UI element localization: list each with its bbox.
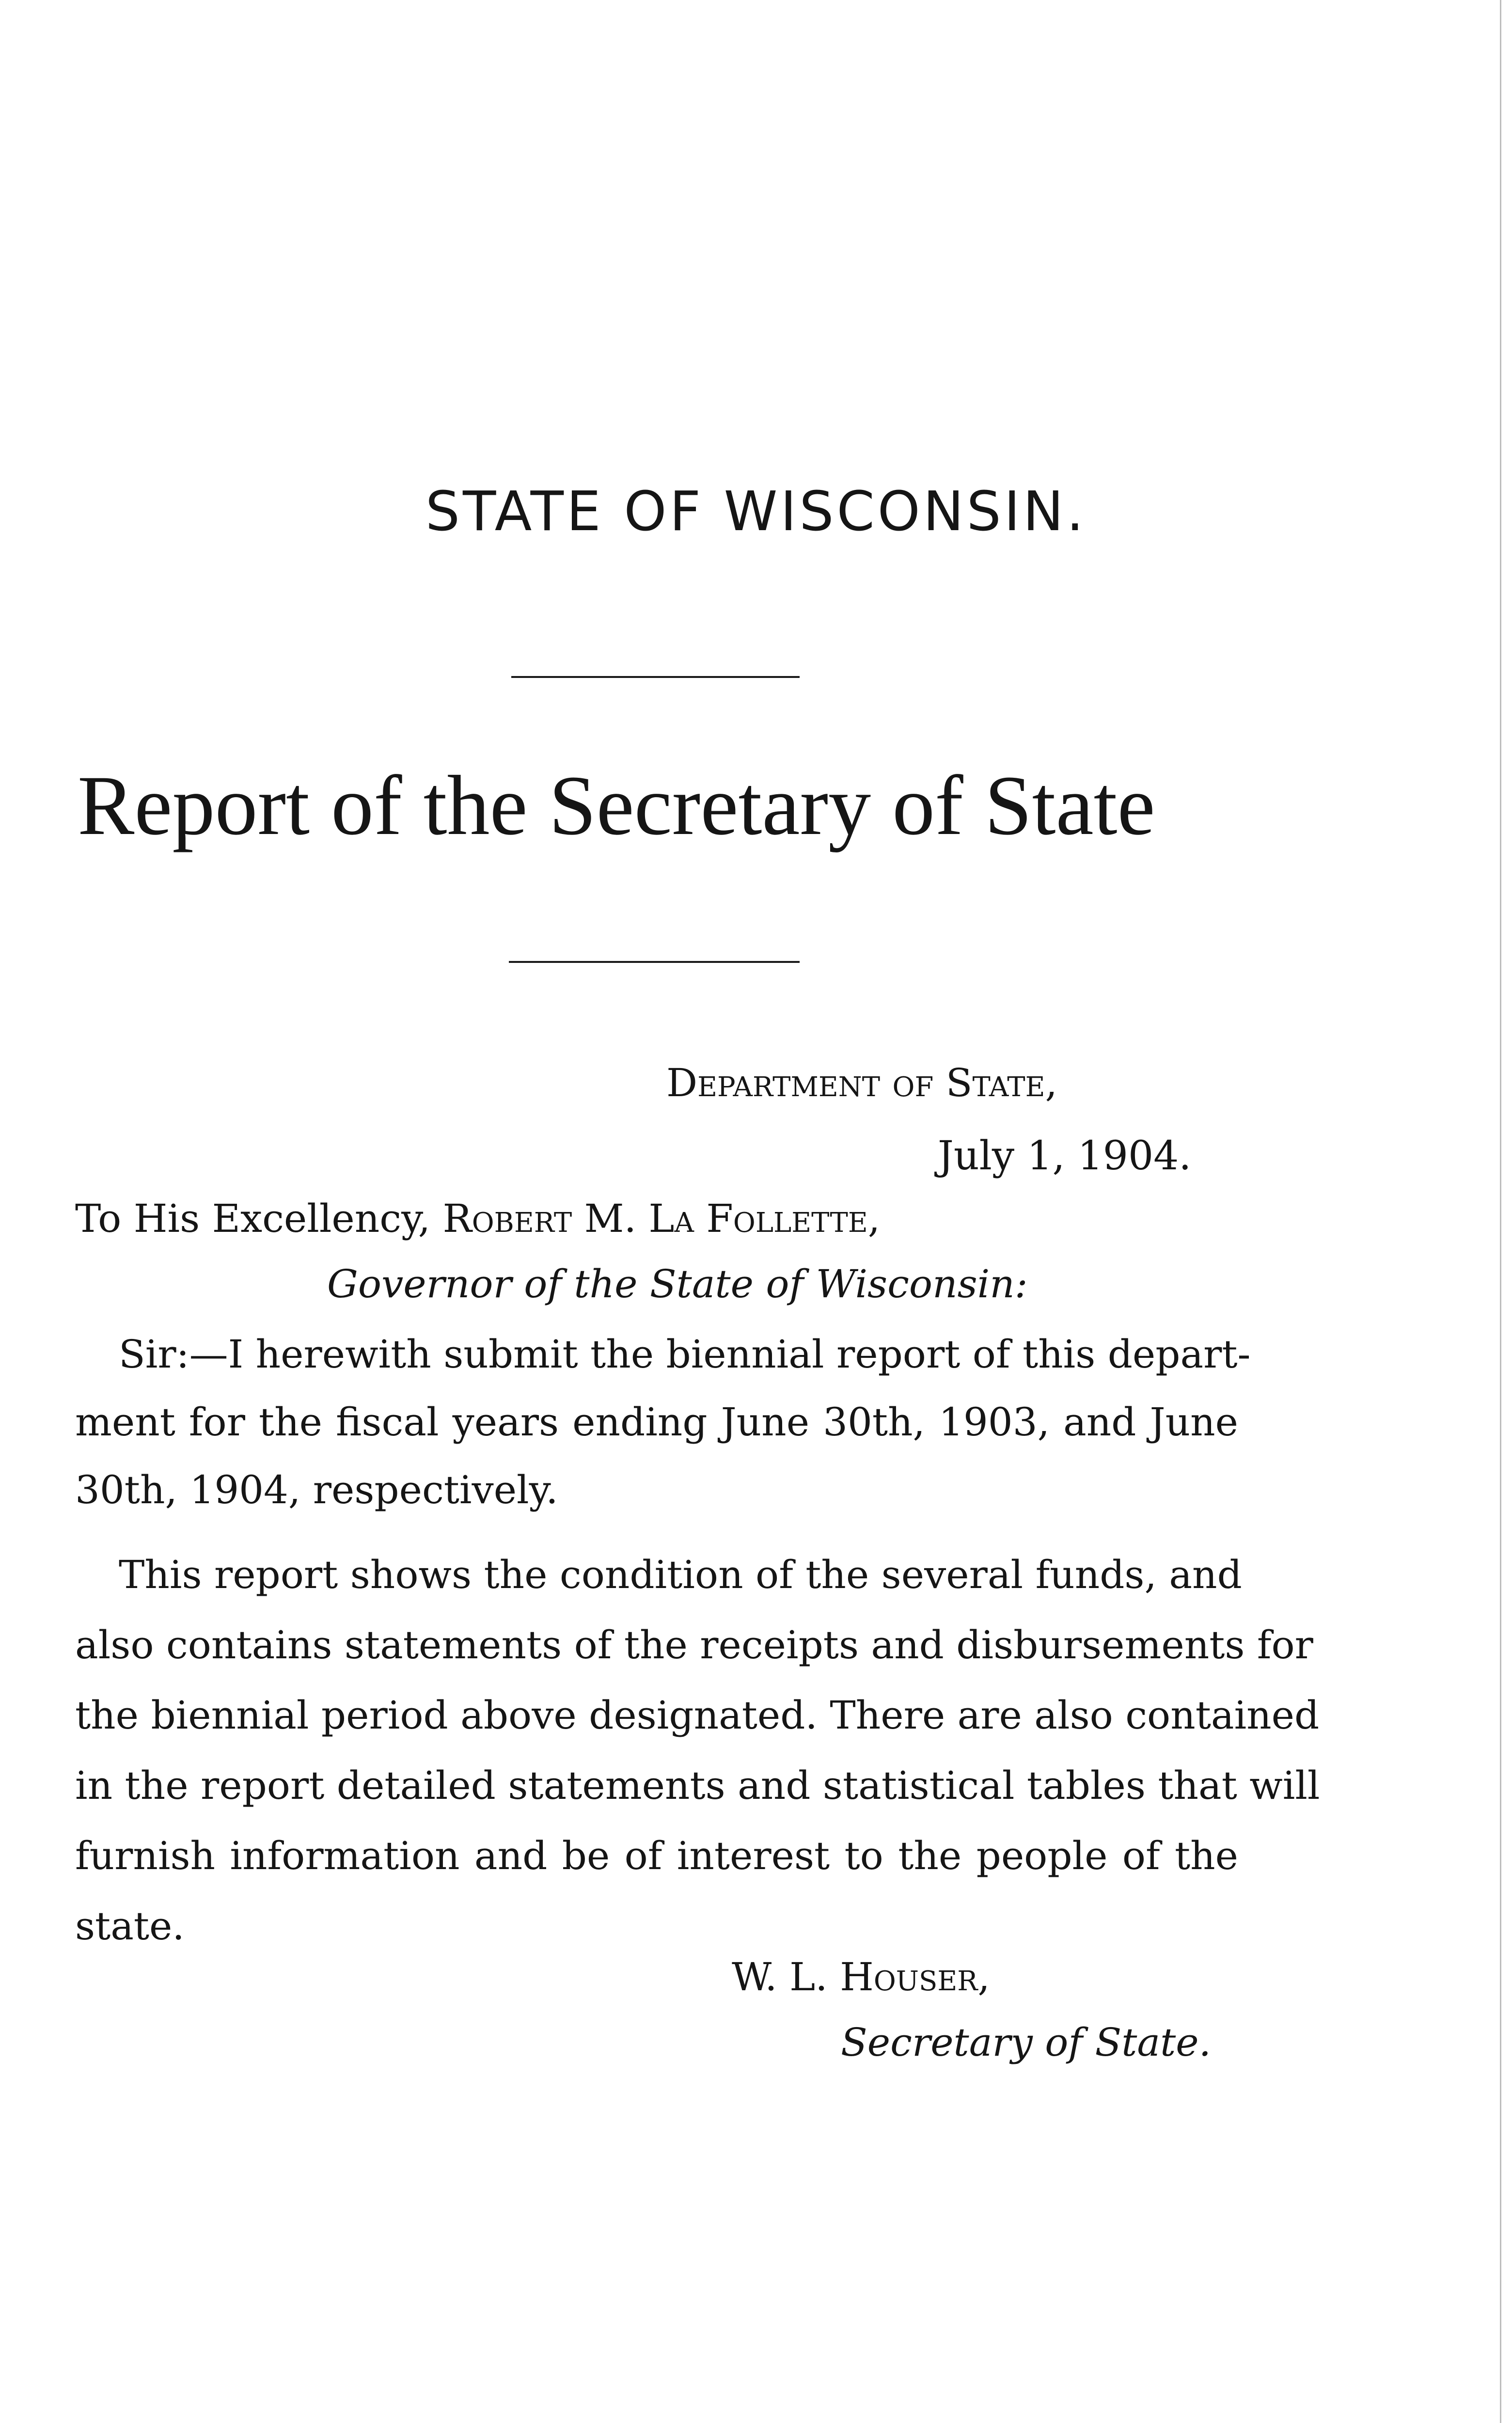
- paragraph-2-line-1: This report shows the condition of the several funds, and: [119, 1552, 1242, 1597]
- paragraph-2-line-2: also contains statements of the receipts and disbursements for: [75, 1622, 1313, 1668]
- addressee-name: Robert M. La Follette: [442, 1196, 868, 1241]
- signature-punct: ,: [977, 1954, 990, 1999]
- signature-initials: W. L.: [732, 1954, 840, 1999]
- scan-edge: [1500, 0, 1501, 2423]
- signature-surname: Houser: [840, 1954, 978, 1999]
- horizontal-rule-top: [511, 676, 800, 678]
- report-title: Report of the Secretary of State: [78, 758, 1155, 853]
- addressee-punct: ,: [867, 1196, 881, 1241]
- department-word: Department: [666, 1060, 881, 1105]
- letter-date: July 1, 1904.: [938, 1133, 1192, 1179]
- department-of: of: [892, 1060, 934, 1105]
- paragraph-1-line-3: 30th, 1904, respectively.: [75, 1467, 558, 1512]
- paragraph-2-line-4: in the report detailed statements and statistical tables that will: [75, 1763, 1320, 1808]
- paragraph-2-line-3: the biennial period above designated. There are also contained: [75, 1693, 1320, 1738]
- paragraph-2-line-6: state.: [75, 1904, 185, 1949]
- state-heading: STATE OF WISCONSIN.: [425, 480, 1087, 543]
- paragraph-1-line-2: ment for the fiscal years ending June 30th, 1903, and June: [75, 1400, 1238, 1445]
- signature-name: [732, 1954, 990, 1999]
- paragraph-1-line-1: Sir:—I herewith submit the biennial report of this depart-: [119, 1332, 1251, 1377]
- department-punct: ,: [1045, 1060, 1057, 1105]
- department-line: [666, 1060, 1057, 1105]
- signature-title: Secretary of State.: [841, 2020, 1212, 2065]
- addressee-line: [75, 1196, 881, 1241]
- governor-line: Governor of the State of Wisconsin:: [327, 1261, 1028, 1306]
- paragraph-2-line-5: furnish information and be of interest to the people of the: [75, 1833, 1238, 1878]
- department-state: State: [945, 1060, 1045, 1105]
- addressee-prefix: To His Excellency,: [75, 1196, 443, 1241]
- horizontal-rule-bottom: [509, 961, 800, 963]
